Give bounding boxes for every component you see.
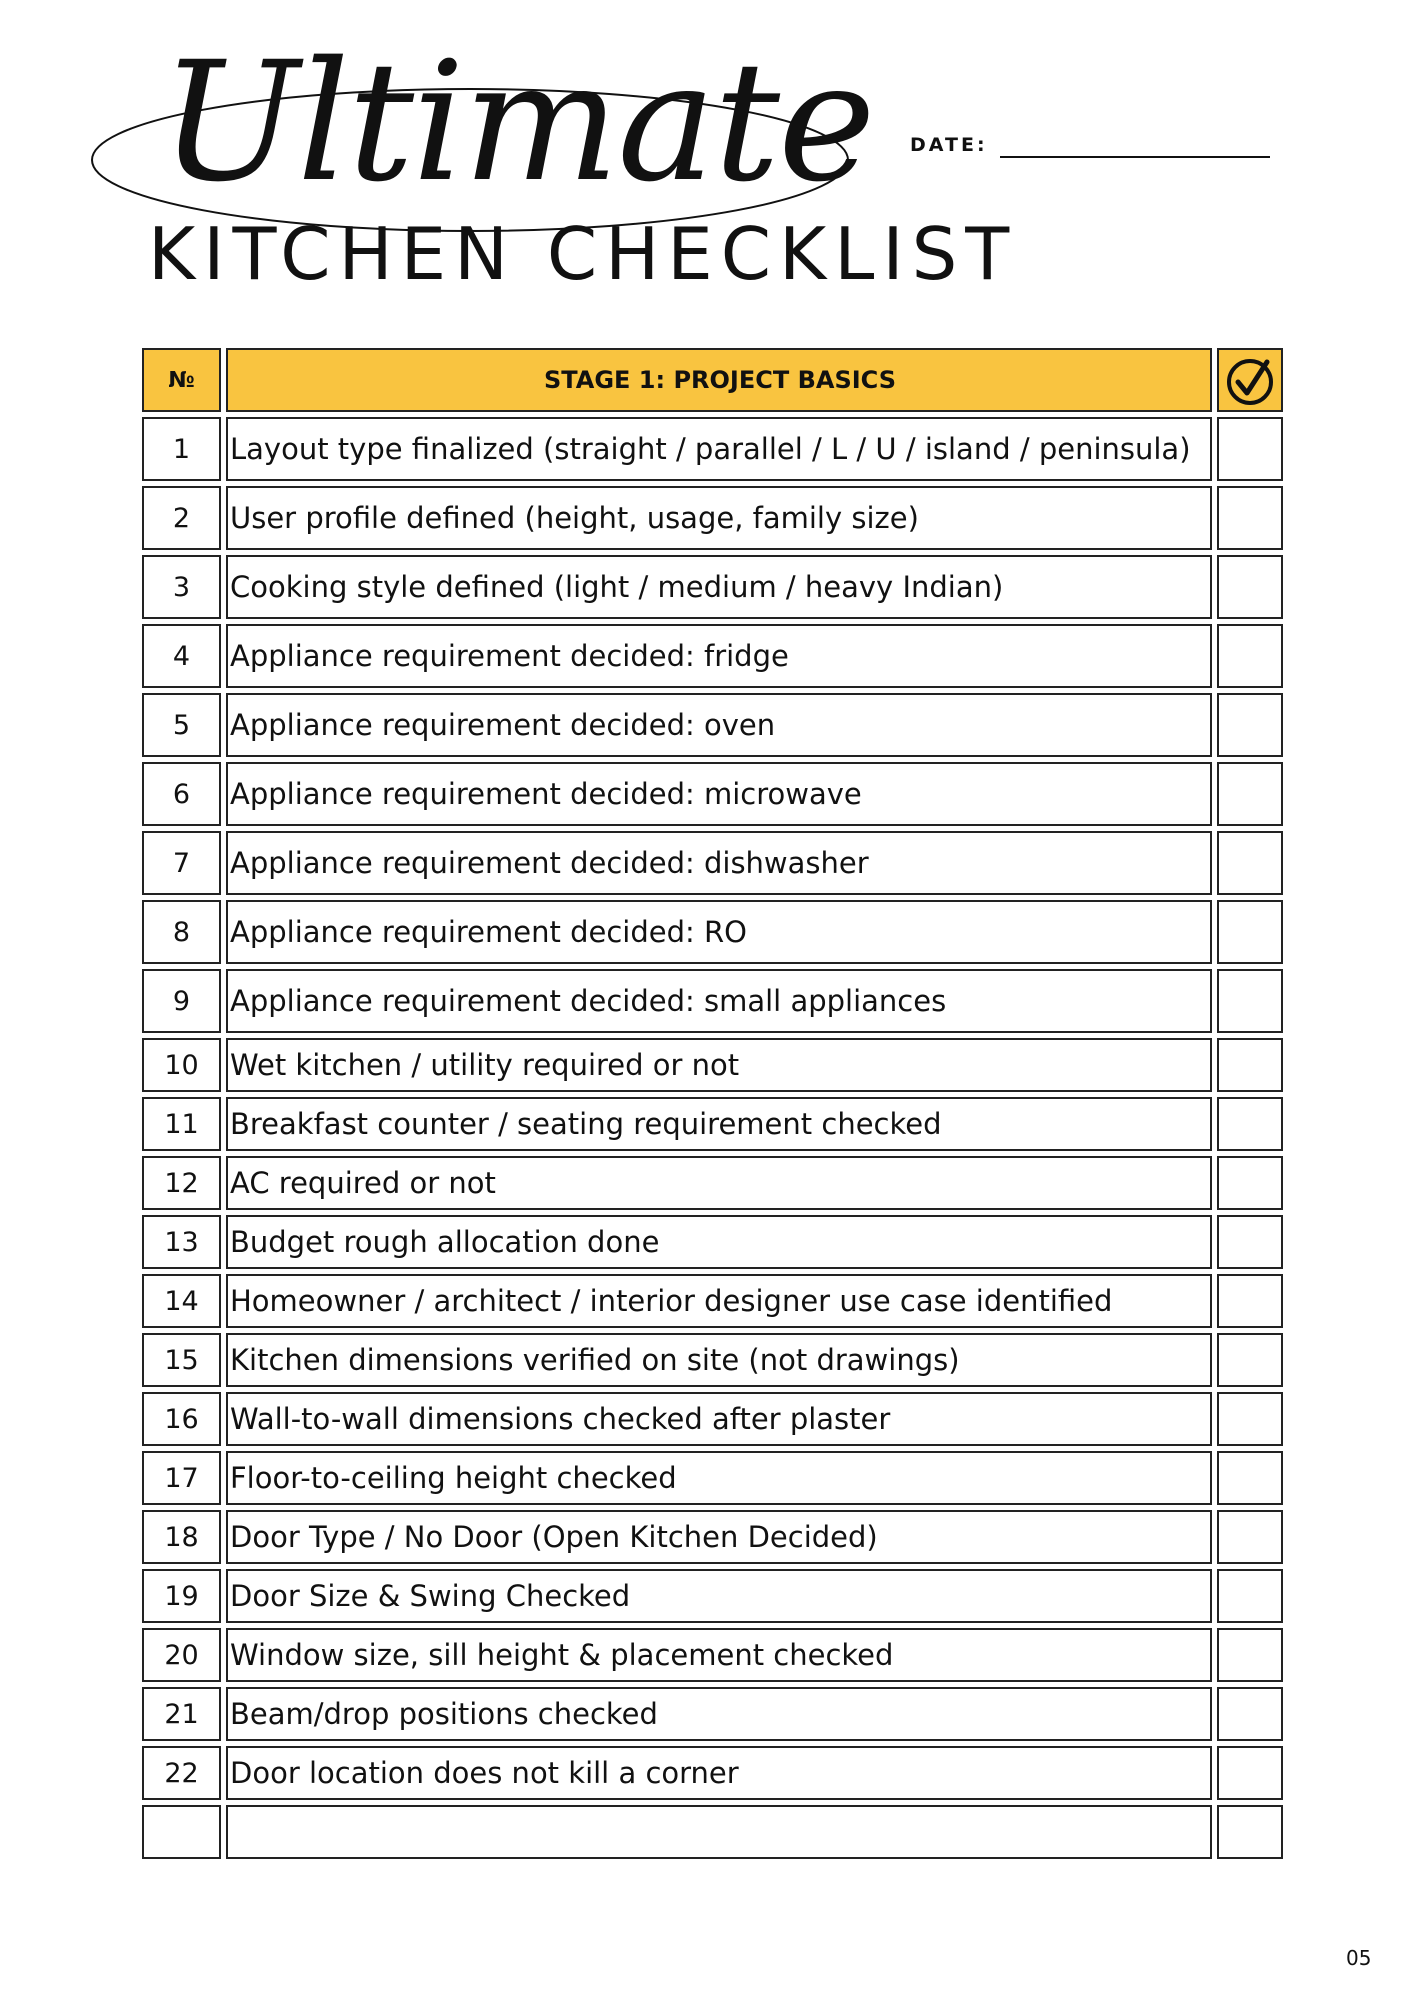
row-checkbox[interactable]	[1217, 1569, 1283, 1623]
row-item-text: Appliance requirement decided: fridge	[226, 624, 1212, 688]
row-number: 16	[142, 1392, 221, 1446]
date-field-line[interactable]	[1000, 156, 1270, 158]
date-label: DATE:	[910, 134, 988, 156]
row-number: 6	[142, 762, 221, 826]
row-checkbox[interactable]	[1217, 1215, 1283, 1269]
row-item-text: Homeowner / architect / interior designer use case identified	[226, 1274, 1212, 1328]
row-checkbox[interactable]	[1217, 1156, 1283, 1210]
row-item-text: Cooking style defined (light / medium / heavy Indian)	[226, 555, 1212, 619]
row-checkbox[interactable]	[1217, 1097, 1283, 1151]
row-number: 7	[142, 831, 221, 895]
row-number	[142, 1805, 221, 1859]
row-checkbox[interactable]	[1217, 417, 1283, 481]
row-number: 1	[142, 417, 221, 481]
stage-title: STAGE 1: PROJECT BASICS	[226, 348, 1212, 412]
row-number: 22	[142, 1746, 221, 1800]
row-checkbox[interactable]	[1217, 1451, 1283, 1505]
row-checkbox[interactable]	[1217, 762, 1283, 826]
row-checkbox[interactable]	[1217, 900, 1283, 964]
row-checkbox[interactable]	[1217, 969, 1283, 1033]
row-item-text: Breakfast counter / seating requirement checked	[226, 1097, 1212, 1151]
row-item-text: Door Type / No Door (Open Kitchen Decided)	[226, 1510, 1212, 1564]
row-checkbox[interactable]	[1217, 1746, 1283, 1800]
row-item-text: Door Size & Swing Checked	[226, 1569, 1212, 1623]
number-column-header: №	[142, 348, 221, 412]
row-number: 21	[142, 1687, 221, 1741]
row-number: 14	[142, 1274, 221, 1328]
row-item-text: Appliance requirement decided: oven	[226, 693, 1212, 757]
row-number: 4	[142, 624, 221, 688]
row-item-text	[226, 1805, 1212, 1859]
row-item-text: Kitchen dimensions verified on site (not drawings)	[226, 1333, 1212, 1387]
row-item-text: Wet kitchen / utility required or not	[226, 1038, 1212, 1092]
row-checkbox[interactable]	[1217, 1274, 1283, 1328]
row-number: 20	[142, 1628, 221, 1682]
row-item-text: User profile defined (height, usage, family size)	[226, 486, 1212, 550]
script-title: Ultimate	[160, 26, 874, 218]
row-checkbox[interactable]	[1217, 693, 1283, 757]
row-number: 8	[142, 900, 221, 964]
row-item-text: Wall-to-wall dimensions checked after plaster	[226, 1392, 1212, 1446]
row-checkbox[interactable]	[1217, 486, 1283, 550]
row-checkbox[interactable]	[1217, 555, 1283, 619]
row-number: 13	[142, 1215, 221, 1269]
row-item-text: Budget rough allocation done	[226, 1215, 1212, 1269]
row-number: 15	[142, 1333, 221, 1387]
row-number: 18	[142, 1510, 221, 1564]
row-checkbox[interactable]	[1217, 1628, 1283, 1682]
row-item-text: AC required or not	[226, 1156, 1212, 1210]
row-checkbox[interactable]	[1217, 1392, 1283, 1446]
row-item-text: Window size, sill height & placement checked	[226, 1628, 1212, 1682]
row-checkbox[interactable]	[1217, 831, 1283, 895]
row-checkbox[interactable]	[1217, 624, 1283, 688]
row-checkbox[interactable]	[1217, 1333, 1283, 1387]
row-checkbox[interactable]	[1217, 1510, 1283, 1564]
row-number: 19	[142, 1569, 221, 1623]
page-number: 05	[1346, 1946, 1372, 1970]
row-item-text: Beam/drop positions checked	[226, 1687, 1212, 1741]
row-checkbox[interactable]	[1217, 1805, 1283, 1859]
row-item-text: Door location does not kill a corner	[226, 1746, 1212, 1800]
row-item-text: Appliance requirement decided: microwave	[226, 762, 1212, 826]
row-number: 11	[142, 1097, 221, 1151]
row-item-text: Floor-to-ceiling height checked	[226, 1451, 1212, 1505]
row-number: 10	[142, 1038, 221, 1092]
check-circle-icon	[1224, 354, 1276, 406]
row-item-text: Appliance requirement decided: small appliances	[226, 969, 1212, 1033]
row-number: 12	[142, 1156, 221, 1210]
row-item-text: Appliance requirement decided: RO	[226, 900, 1212, 964]
row-number: 3	[142, 555, 221, 619]
row-item-text: Appliance requirement decided: dishwasher	[226, 831, 1212, 895]
row-number: 9	[142, 969, 221, 1033]
row-number: 17	[142, 1451, 221, 1505]
row-item-text: Layout type finalized (straight / parallel / L / U / island / peninsula)	[226, 417, 1212, 481]
row-checkbox[interactable]	[1217, 1687, 1283, 1741]
check-column-header	[1217, 348, 1283, 412]
row-number: 2	[142, 486, 221, 550]
row-checkbox[interactable]	[1217, 1038, 1283, 1092]
page-title: KITCHEN CHECKLIST	[148, 212, 1018, 296]
row-number: 5	[142, 693, 221, 757]
